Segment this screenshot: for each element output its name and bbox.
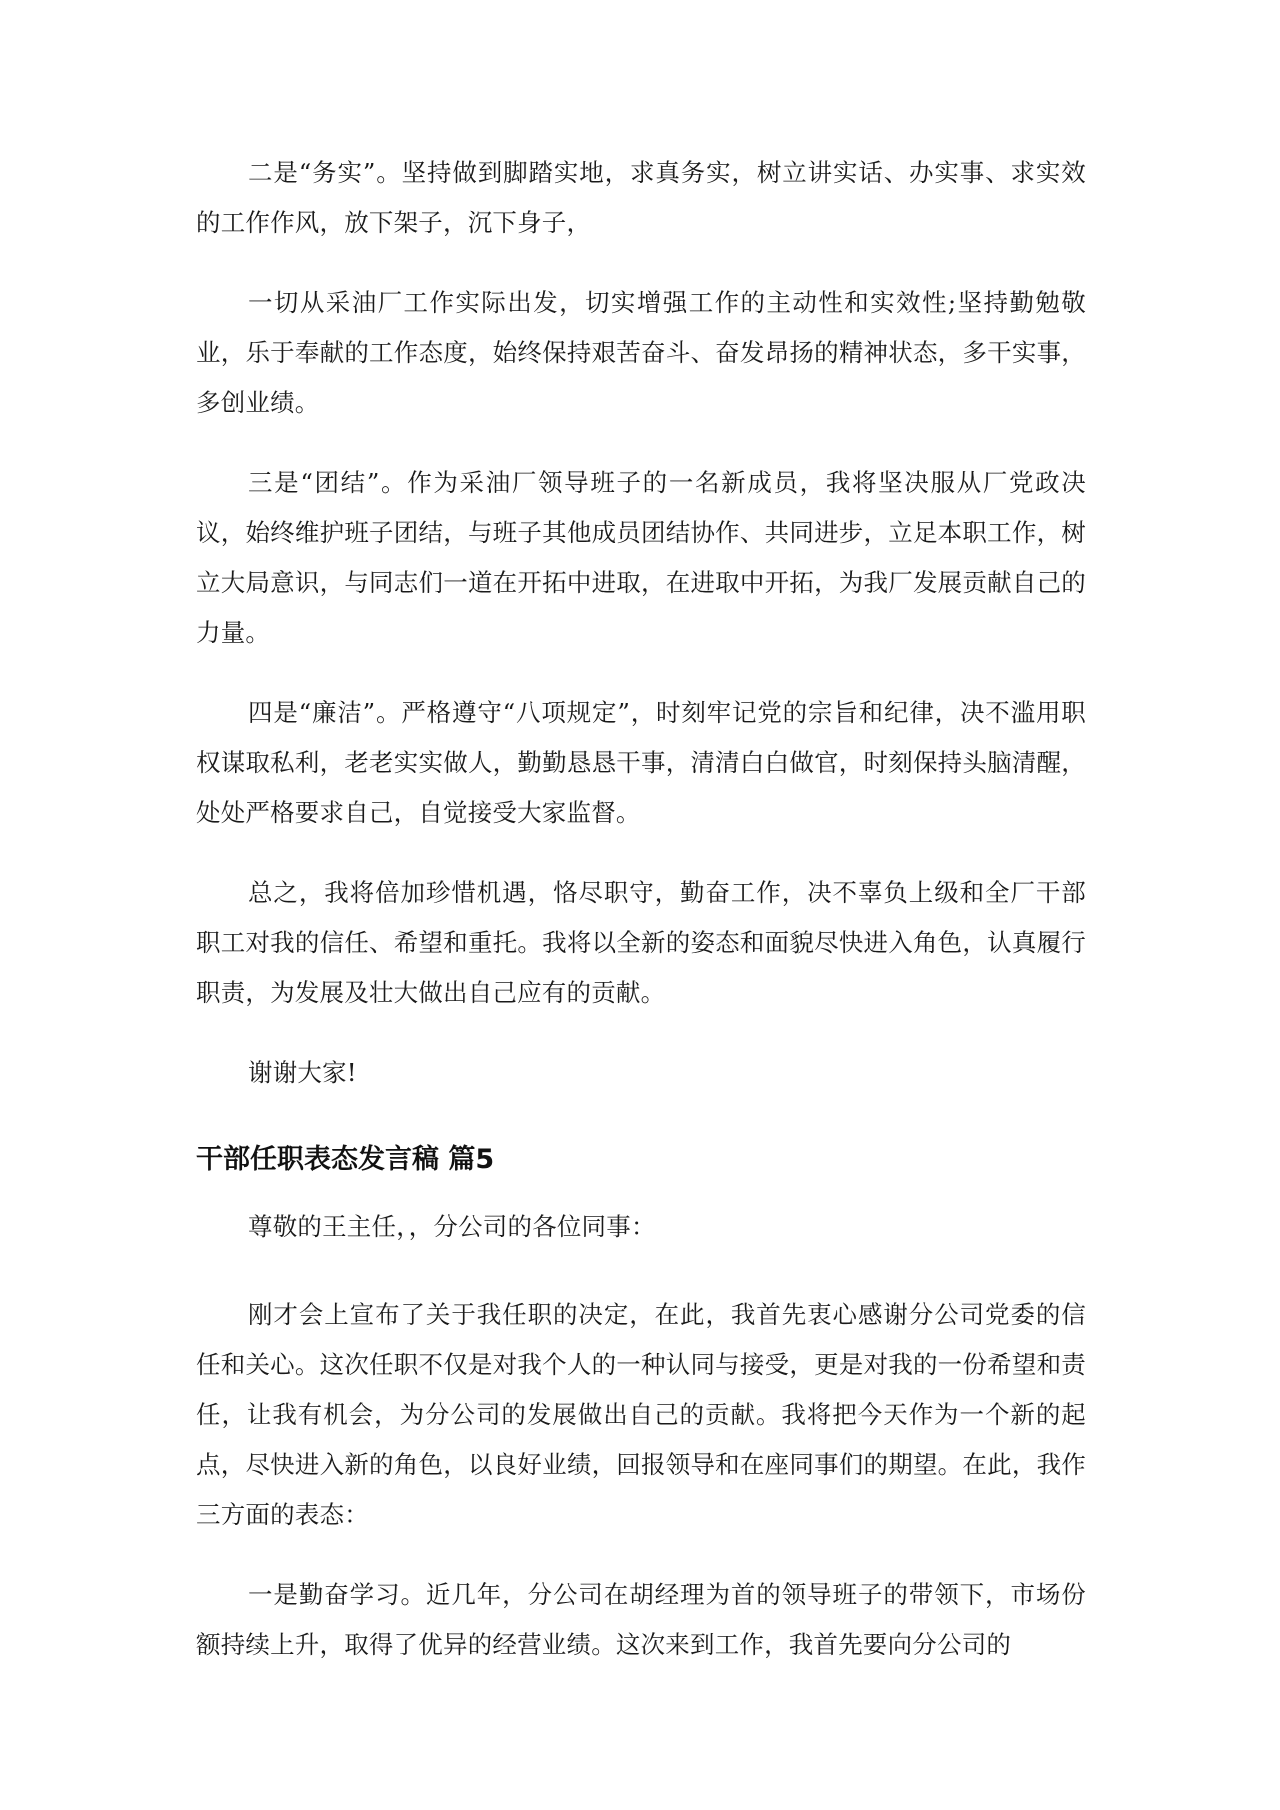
paragraph-integrity: 四是“廉洁”。严格遵守“八项规定”，时刻牢记党的宗旨和纪律，决不滥用职权谋取私利，老老实实做人，勤勤恳恳干事，清清白白做官，时刻保持头脑清醒，处处严格要求自己，自觉接受大家监督。: [196, 698, 1086, 827]
paragraph-study: 一是勤奋学习。近几年，分公司在胡经理为首的领导班子的带领下，市场份额持续上升，取得了优异的经营业绩。这次来到工作，我首先要向分公司的: [196, 1580, 1086, 1659]
paragraph-appointment: 刚才会上宣布了关于我任职的决定，在此，我首先衷心感谢分公司党委的信任和关心。这次任职不仅是对我个人的一种认同与接受，更是对我的一份希望和责任，让我有机会，为分公司的发展做出自己的贡献。我将把今天作为一个新的起点，尽快进入新的角色，以良好业绩，回报领导和在座同事们的期望。在此，我作三方面的表态：: [196, 1300, 1086, 1529]
paragraph-unity: 三是“团结”。作为采油厂领导班子的一名新成员，我将坚决服从厂党政决议，始终维护班子团结，与班子其他成员团结协作、共同进步，立足本职工作，树立大局意识，与同志们一道在开拓中进取，在进取中开拓，为我厂发展贡献自己的力量。: [196, 468, 1086, 647]
paragraph-conclusion: 总之，我将倍加珍惜机遇，恪尽职守，勤奋工作，决不辜负上级和全厂干部职工对我的信任、希望和重托。我将以全新的姿态和面貌尽快进入角色，认真履行职责，为发展及壮大做出自己应有的贡献。: [196, 878, 1086, 1007]
paragraph-practical-work: 一切从采油厂工作实际出发，切实增强工作的主动性和实效性;坚持勤勉敬业，乐于奉献的工作态度，始终保持艰苦奋斗、奋发昂扬的精神状态，多干实事，多创业绩。: [196, 288, 1086, 417]
paragraph-pragmatic: 二是“务实”。坚持做到脚踏实地，求真务实，树立讲实话、办实事、求实效的工作作风，放下架子，沉下身子，: [196, 158, 1086, 237]
paragraph-thanks: 谢谢大家!: [248, 1058, 357, 1087]
section-heading: 干部任职表态发言稿 篇5: [196, 1144, 495, 1175]
paragraph-salutation: 尊敬的王主任，，分公司的各位同事：: [248, 1212, 656, 1241]
